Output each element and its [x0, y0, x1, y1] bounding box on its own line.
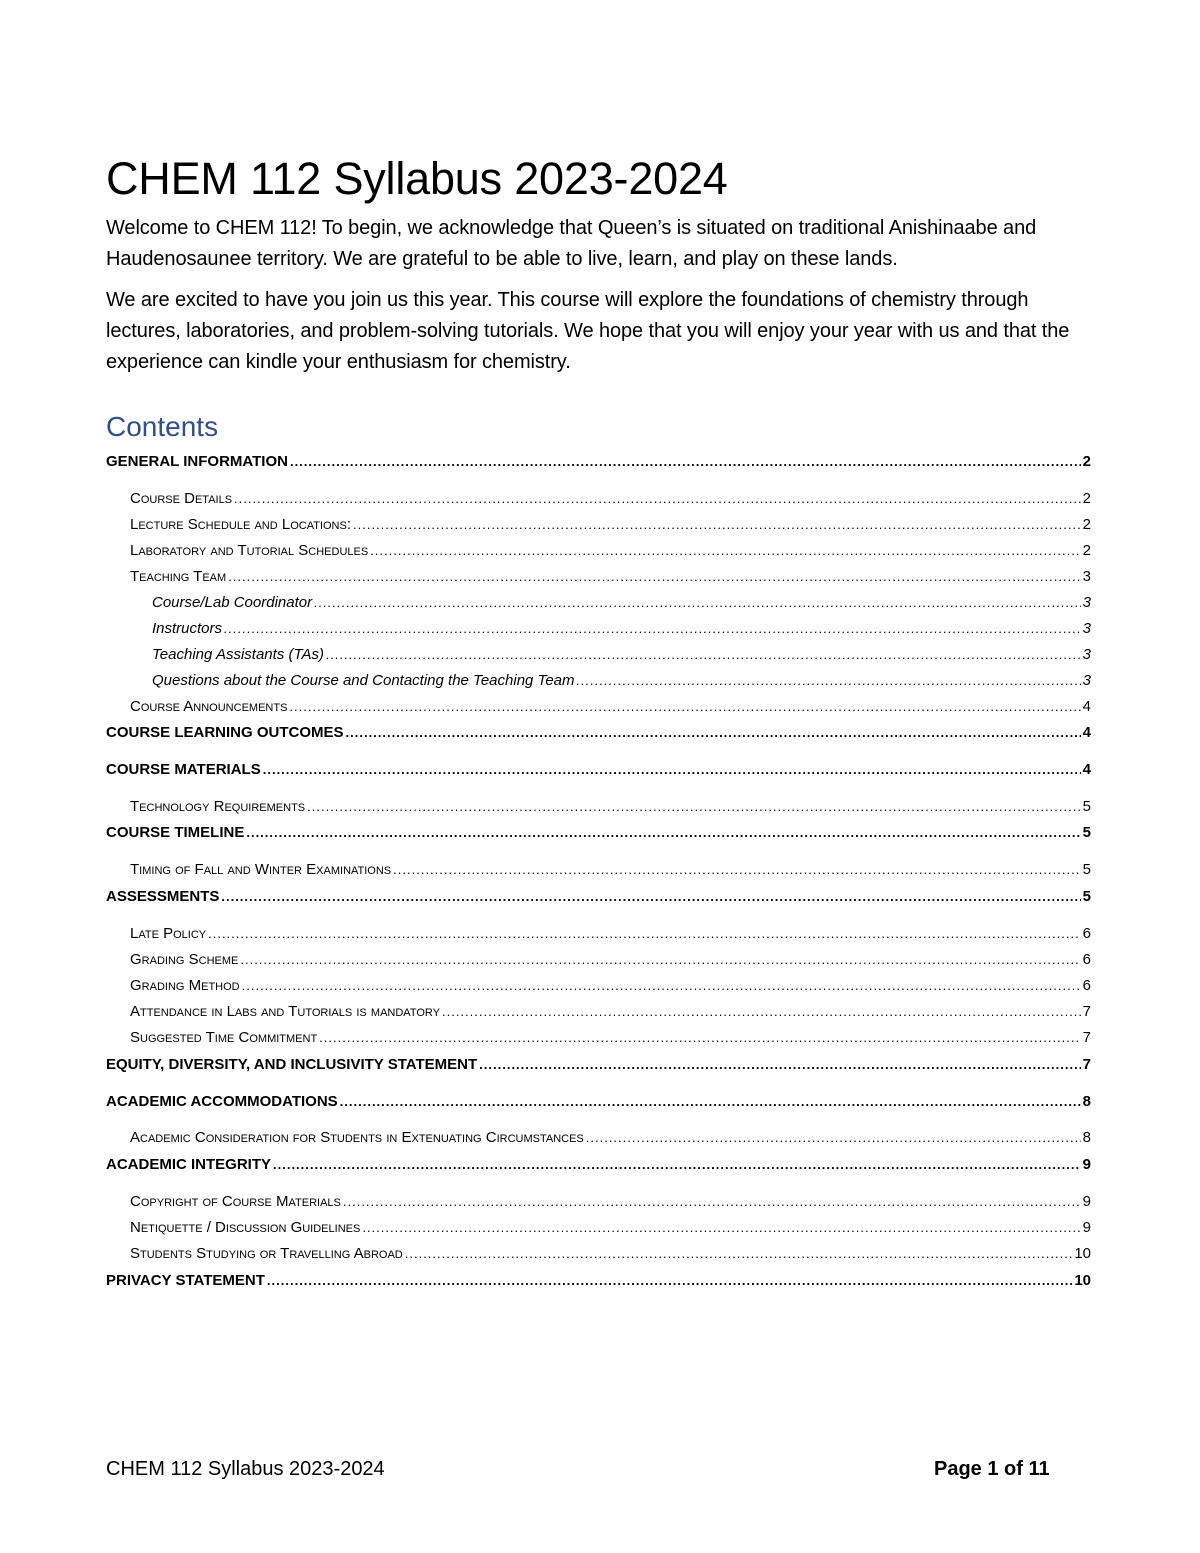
toc-entry-page: 3	[1082, 620, 1091, 637]
toc-entry-label: Teaching Assistants (TAs)	[152, 646, 325, 663]
toc-dot-leader	[362, 1218, 1080, 1238]
toc-entry-label: Course Announcements	[130, 698, 288, 715]
toc-dot-leader	[479, 1055, 1081, 1075]
toc-entry-page: 8	[1082, 1093, 1091, 1110]
toc-entry-page: 4	[1082, 724, 1091, 741]
toc-dot-leader	[370, 541, 1080, 561]
toc-dot-leader	[442, 1002, 1081, 1022]
toc-dot-leader	[263, 760, 1081, 780]
toc-entry-page: 10	[1074, 1245, 1091, 1262]
toc-entry[interactable]	[130, 1128, 1091, 1148]
toc-dot-leader	[242, 976, 1081, 996]
toc-entry-page: 4	[1082, 698, 1091, 715]
toc-entry-page: 9	[1082, 1219, 1091, 1236]
toc-entry-label: ACADEMIC ACCOMMODATIONS	[106, 1093, 338, 1110]
toc-entry-label: Course/Lab Coordinator	[152, 594, 313, 611]
toc-dot-leader	[353, 515, 1081, 535]
toc-dot-leader	[228, 567, 1080, 587]
toc-entry-label: EQUITY, DIVERSITY, AND INCLUSIVITY STATEMENT	[106, 1056, 478, 1073]
toc-dot-leader	[221, 887, 1080, 907]
toc-entry-page: 6	[1082, 951, 1091, 968]
toc-dot-leader	[346, 723, 1081, 743]
toc-entry-label: Teaching Team	[130, 568, 227, 585]
toc-entry-label: Suggested Time Commitment	[130, 1029, 318, 1046]
toc-entry-page: 3	[1082, 646, 1091, 663]
toc-entry-label: Grading Method	[130, 977, 240, 994]
toc-entry[interactable]	[106, 760, 1091, 780]
toc-entry[interactable]	[152, 619, 1091, 639]
toc-entry-page: 3	[1082, 672, 1091, 689]
toc-dot-leader	[267, 1271, 1072, 1291]
toc-entry-label: Lecture Schedule and Locations:	[130, 516, 352, 533]
toc-dot-leader	[234, 489, 1081, 509]
toc-dot-leader	[307, 797, 1081, 817]
toc-entry[interactable]	[152, 593, 1091, 613]
toc-entry[interactable]	[130, 489, 1091, 509]
toc-entry[interactable]	[106, 1271, 1091, 1291]
toc-entry-label: Technology Requirements	[130, 798, 306, 815]
toc-dot-leader	[405, 1244, 1073, 1264]
toc-dot-leader	[290, 452, 1081, 472]
intro-paragraph: We are excited to have you join us this year. This course will explore the foundations of chemistry through lectures, laboratories, and problem-solving tutorials. We hope that you will enjoy your year with us and that the experience can kindle your enthusiasm for chemistry.	[106, 289, 1070, 373]
toc-dot-leader	[577, 671, 1081, 691]
toc-entry-label: ASSESSMENTS	[106, 888, 220, 905]
welcome-paragraph: Welcome to CHEM 112! To begin, we acknowledge that Queen’s is situated on traditional Anishinaabe and Haudenosaunee territory. We are grateful to be able to live, learn, and play on these lands.	[106, 217, 1037, 270]
toc-entry-page: 2	[1082, 516, 1091, 533]
toc-entry-page: 5	[1082, 888, 1091, 905]
toc-entry[interactable]	[130, 860, 1091, 880]
toc-entry-page: 3	[1082, 594, 1091, 611]
toc-dot-leader	[586, 1128, 1081, 1148]
toc-entry[interactable]	[130, 1028, 1091, 1048]
toc-entry-page: 5	[1082, 861, 1091, 878]
toc-entry-page: 2	[1082, 542, 1091, 559]
toc-entry-page: 7	[1082, 1056, 1091, 1073]
toc-entry[interactable]	[106, 1092, 1091, 1112]
toc-entry-page: 6	[1082, 925, 1091, 942]
toc-entry[interactable]	[130, 797, 1091, 817]
toc-dot-leader	[326, 645, 1081, 665]
toc-entry-page: 4	[1082, 761, 1091, 778]
toc-entry-label: Late Policy	[130, 925, 207, 942]
toc-entry[interactable]	[152, 671, 1091, 691]
toc-entry[interactable]	[130, 976, 1091, 996]
toc-dot-leader	[319, 1028, 1080, 1048]
toc-entry-label: Grading Scheme	[130, 951, 239, 968]
toc-entry-label: COURSE TIMELINE	[106, 824, 245, 841]
toc-entry-label: Course Details	[130, 490, 233, 507]
toc-entry-label: Timing of Fall and Winter Examinations	[130, 861, 392, 878]
toc-entry-page: 9	[1082, 1156, 1091, 1173]
toc-entry-label: GENERAL INFORMATION	[106, 453, 288, 470]
toc-entry[interactable]	[130, 1218, 1091, 1238]
toc-entry-page: 5	[1082, 798, 1091, 815]
toc-dot-leader	[393, 860, 1081, 880]
toc-entry-page: 3	[1082, 568, 1091, 585]
toc-dot-leader	[273, 1155, 1081, 1175]
toc-entry[interactable]	[130, 541, 1091, 561]
toc-entry[interactable]	[106, 823, 1091, 843]
toc-entry[interactable]	[130, 950, 1091, 970]
toc-entry[interactable]	[106, 1155, 1091, 1175]
toc-dot-leader	[240, 950, 1080, 970]
toc-entry-page: 7	[1082, 1029, 1091, 1046]
toc-entry-label: Academic Consideration for Students in Extenuating Circumstances	[130, 1129, 584, 1146]
toc-dot-leader	[343, 1192, 1081, 1212]
toc-entry-label: Questions about the Course and Contacting the Teaching Team	[152, 672, 575, 689]
toc-entry[interactable]	[106, 452, 1091, 472]
toc-entry-label: Laboratory and Tutorial Schedules	[130, 542, 369, 559]
toc-entry[interactable]	[106, 1055, 1091, 1075]
toc-dot-leader	[224, 619, 1081, 639]
toc-entry[interactable]	[152, 645, 1091, 665]
footer-page-number: Page 1 of 11	[934, 1458, 1050, 1480]
contents-heading: Contents	[106, 411, 219, 442]
document-title: CHEM 112 Syllabus 2023-2024	[106, 153, 728, 204]
toc-entry-page: 2	[1082, 453, 1091, 470]
toc-entry[interactable]	[106, 723, 1091, 743]
toc-entry[interactable]	[130, 515, 1091, 535]
toc-entry-label: Attendance in Labs and Tutorials is mandatory	[130, 1003, 440, 1020]
toc-entry-page: 5	[1082, 824, 1091, 841]
toc-entry-label: ACADEMIC INTEGRITY	[106, 1156, 271, 1173]
toc-entry[interactable]	[130, 697, 1091, 717]
toc-entry[interactable]	[130, 1002, 1091, 1022]
toc-entry-label: COURSE LEARNING OUTCOMES	[106, 724, 344, 741]
toc-entry-page: 9	[1082, 1193, 1091, 1210]
toc-entry-label: Students Studying or Travelling Abroad	[130, 1245, 403, 1262]
toc-dot-leader	[314, 593, 1081, 613]
toc-entry-label: PRIVACY STATEMENT	[106, 1272, 265, 1289]
toc-entry[interactable]	[130, 1244, 1091, 1264]
toc-entry[interactable]	[106, 887, 1091, 907]
toc-entry-label: Instructors	[152, 620, 223, 637]
toc-dot-leader	[340, 1092, 1081, 1112]
toc-entry-page: 6	[1082, 977, 1091, 994]
toc-dot-leader	[246, 823, 1080, 843]
toc-dot-leader	[208, 924, 1081, 944]
toc-entry[interactable]	[130, 567, 1091, 587]
toc-dot-leader	[289, 697, 1080, 717]
toc-entry-label: Netiquette / Discussion Guidelines	[130, 1219, 361, 1236]
toc-entry-page: 2	[1082, 490, 1091, 507]
footer-title: CHEM 112 Syllabus 2023-2024	[106, 1458, 385, 1480]
toc-entry-label: COURSE MATERIALS	[106, 761, 261, 778]
toc-entry-page: 8	[1082, 1129, 1091, 1146]
document-page	[106, 0, 1091, 1553]
toc-entry-page: 7	[1082, 1003, 1091, 1020]
toc-entry-page: 10	[1074, 1272, 1091, 1289]
toc-entry-label: Copyright of Course Materials	[130, 1193, 341, 1210]
toc-entry[interactable]	[130, 924, 1091, 944]
toc-entry[interactable]	[130, 1192, 1091, 1212]
